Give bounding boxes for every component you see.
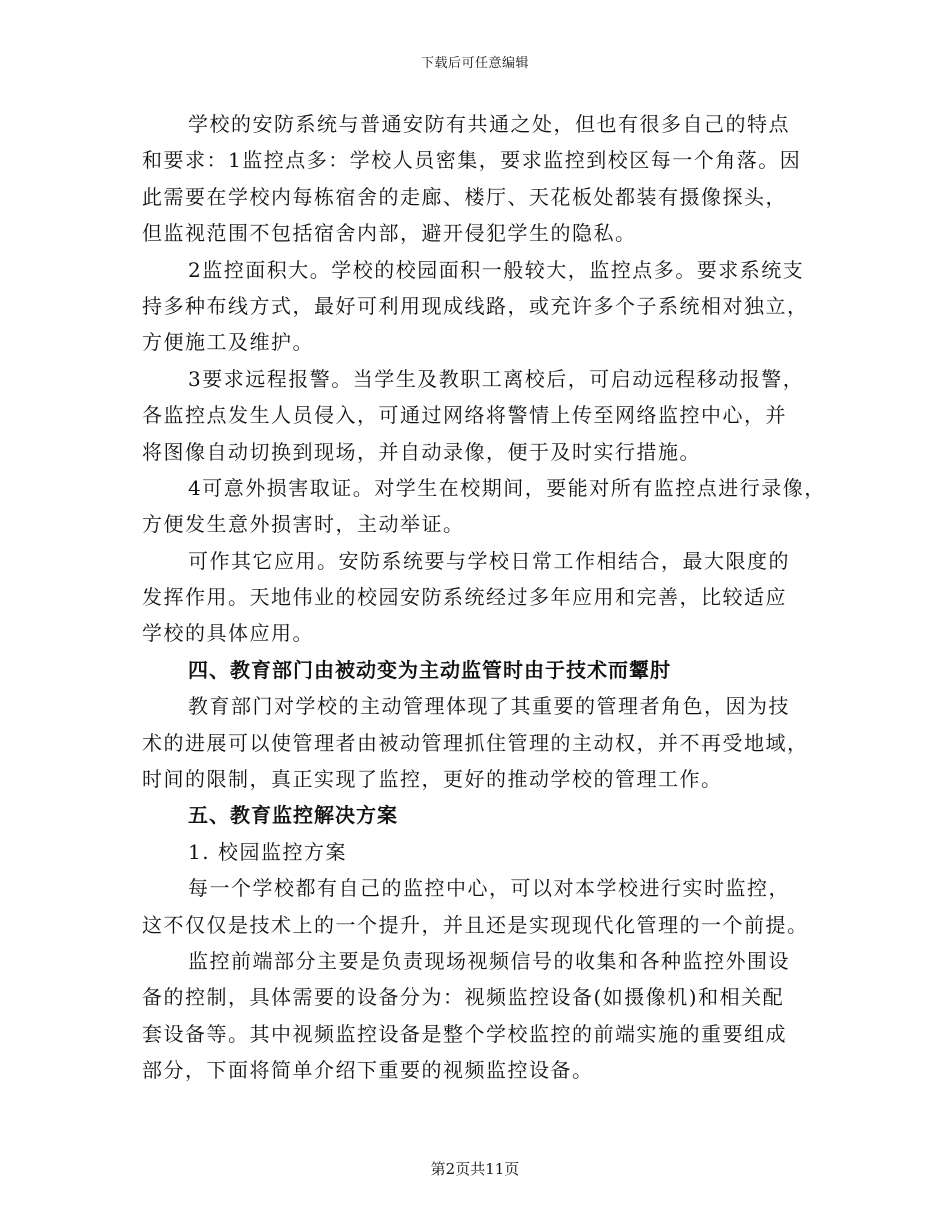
paragraph-line: 学校的安防系统与普通安防有共通之处，但也有很多自己的特点	[188, 112, 790, 136]
paragraph-line: 套设备等。其中视频监控设备是整个学校监控的前端实施的重要组成	[142, 1021, 787, 1046]
paragraph-line: 这不仅仅是技术上的一个提升，并且还是实现现代化管理的一个前提。	[142, 912, 809, 937]
subsection-heading: 1. 校园监控方案	[188, 839, 347, 864]
paragraph-line: 方便发生意外损害时，主动举证。	[142, 512, 465, 537]
paragraph-line: 备的控制，具体需要的设备分为：视频监控设备(如摄像机)和相关配	[142, 985, 785, 1010]
paragraph-line: 部分，下面将简单介绍下重要的视频监控设备。	[142, 1058, 594, 1083]
paragraph-line: 4可意外损害取证。对学生在校期间，要能对所有监控点进行录像，	[188, 475, 826, 500]
paragraph-line: 发挥作用。天地伟业的校园安防系统经过多年应用和完善，比较适应	[142, 585, 787, 610]
paragraph-line: 持多种布线方式，最好可利用现成线路，或充许多个子系统相对独立，	[142, 293, 809, 318]
paragraph-line: 术的进展可以使管理者由被动管理抓住管理的主动权，并不再受地域，	[142, 730, 809, 755]
paragraph-line: 此需要在学校内每栋宿舍的走廊、楼厅、天花板处都装有摄像探头，	[142, 184, 787, 209]
paragraph-line: 时间的限制，真正实现了监控，更好的推动学校的管理工作。	[142, 767, 723, 792]
page-header: 下载后可任意编辑	[420, 56, 529, 71]
paragraph-line: 和要求：1监控点多：学校人员密集，要求监控到校区每一个角落。因	[142, 148, 802, 173]
section-heading: 五、教育监控解决方案	[188, 803, 398, 828]
paragraph-line: 方便施工及维护。	[142, 330, 314, 355]
paragraph-line: 可作其它应用。安防系统要与学校日常工作相结合，最大限度的	[188, 548, 790, 573]
page-footer: 第2页共11页	[430, 1160, 520, 1178]
paragraph-line: 学校的具体应用。	[142, 621, 314, 646]
section-heading: 四、教育部门由被动变为主动监管时由于技术而颦肘	[188, 657, 671, 682]
paragraph-line: 监控前端部分主要是负责现场视频信号的收集和各种监控外围设	[188, 948, 790, 973]
paragraph-line: 每一个学校都有自己的监控中心，可以对本学校进行实时监控，	[188, 876, 790, 901]
paragraph-line: 但监视范围不包括宿舍内部，避开侵犯学生的隐私。	[142, 221, 637, 246]
paragraph-line: 3要求远程报警。当学生及教职工离校后，可启动远程移动报警，	[188, 366, 805, 391]
paragraph-line: 2监控面积大。学校的校园面积一般较大，监控点多。要求系统支	[188, 257, 805, 282]
paragraph-line: 各监控点发生人员侵入，可通过网络将警情上传至网络监控中心，并	[142, 403, 787, 428]
document-body	[142, 106, 832, 1089]
paragraph-line: 教育部门对学校的主动管理体现了其重要的管理者角色，因为技	[188, 694, 790, 719]
paragraph-line: 将图像自动切换到现场，并自动录像，便于及时实行措施。	[142, 439, 701, 464]
